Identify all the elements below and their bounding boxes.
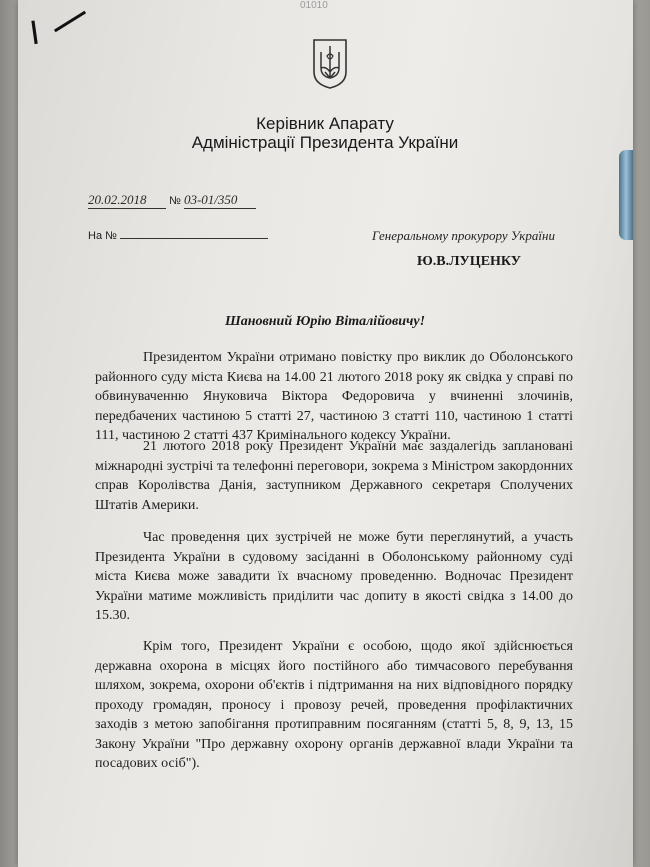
sender-title-line2: Адміністрації Президента України [191, 133, 459, 152]
paragraph-4: Крім того, Президент України є особою, щодо якої здійснюється державна охорона в місцях його постійного або тимчасового перебування шляхом, зокрема, охорони об'єктів і підтримання на них відповідного порядку проходу громадян, проносу і провозу речей, проведення профілактичних заходів з метою запобігання протиправним посяганням (статті 5, 8, 9, 13, 15 Закону України "Про державну охорону органів державної влади України та посадових осіб"). [95, 639, 573, 771]
pen-object [619, 150, 633, 240]
coat-of-arms-icon [312, 38, 348, 90]
paragraph-3: Час проведення цих зустрічей не може бути переглянутий, а участь Президента України в судовому засіданні в Оболонському районному суді міста Києва може завадити їх вчасному проведенню. Водночас Президент України матиме можливість приділити час допиту в якості свідка з 14.00 до 15.30. [95, 530, 573, 623]
reply-to-blank [120, 228, 268, 239]
registration-line [88, 192, 256, 209]
paragraph-2: 21 лютого 2018 року Президент України має заздалегідь заплановані міжнародні зустрічі та телефонні переговори, зокрема з Міністром закордонних справ Королівства Данія, заступником Державного секретаря Сполучених Штатів Америки. [95, 439, 573, 513]
registration-number-label: № [169, 195, 181, 207]
salutation: Шановний Юрію Віталійовичу! [224, 314, 426, 329]
registration-number: 03-01/350 [184, 192, 256, 209]
paragraph-1: Президентом України отримано повістку про виклик до Оболонського районного суду міста Києва на 14.00 21 лютого 2018 року як свідка у справі по обвинуваченню Януковича Віктора Федоровича у вчиненні злочинів, передбачених частиною 5 статті 27, частиною 3 статті 110, частиною 1 статті 111, частиною 2 статті 437 Кримінального кодексу України. [95, 350, 573, 443]
addressee-position: Генеральному прокурору України [372, 228, 555, 243]
registration-date: 20.02.2018 [88, 192, 166, 209]
ghost-header: 01010 [300, 0, 328, 11]
reply-to-label: На № [88, 230, 117, 242]
reply-to-line [88, 228, 268, 242]
handwritten-mark: I [27, 13, 42, 53]
sender-title-line1: Керівник Апарату [256, 114, 394, 133]
addressee-name: Ю.В.ЛУЦЕНКУ [417, 254, 522, 269]
